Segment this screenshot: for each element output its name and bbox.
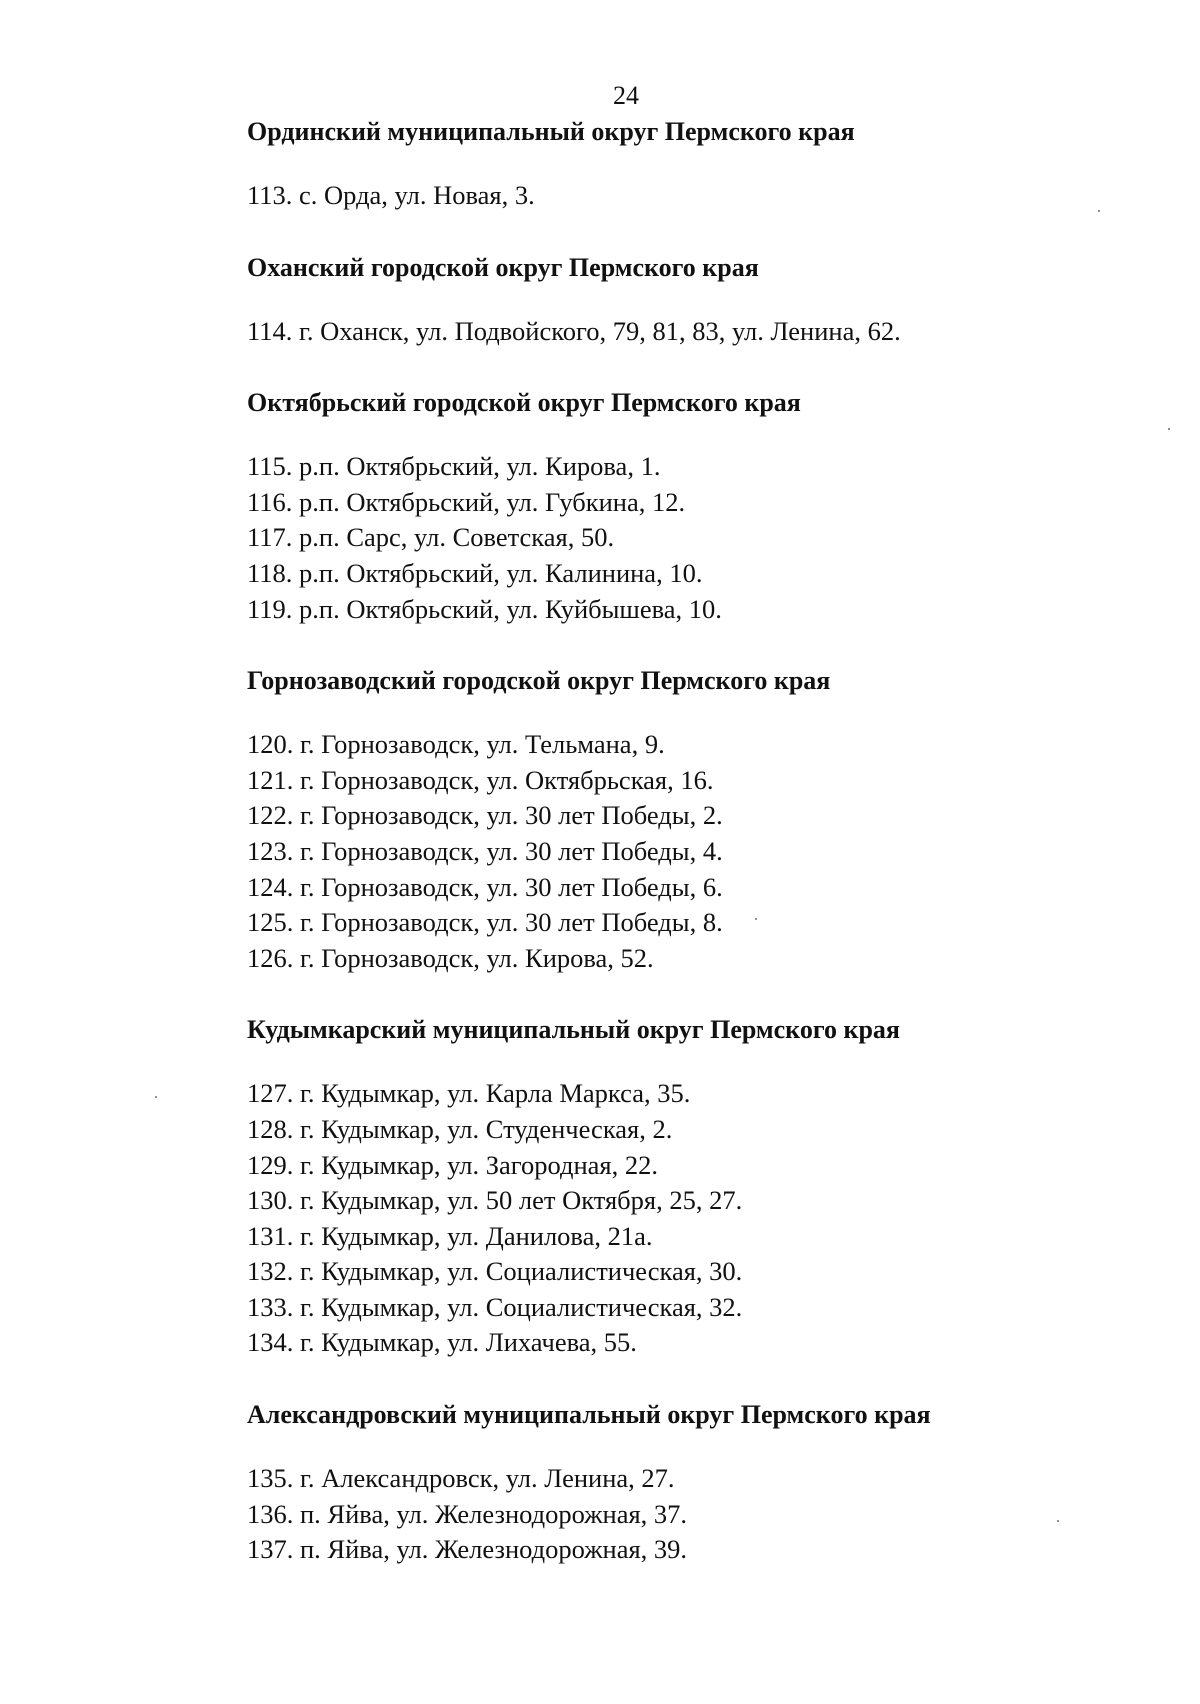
address-item: 120. г. Горнозаводск, ул. Тельмана, 9. (247, 729, 665, 760)
scan-speck (155, 1096, 157, 1098)
address-list (247, 1461, 1167, 1568)
address-item: 115. р.п. Октябрьский, ул. Кирова, 1. (247, 451, 661, 482)
section-ordinsky (247, 112, 1167, 214)
address-item: 137. п. Яйва, ул. Железнодорожная, 39. (247, 1534, 688, 1565)
address-item: 131. г. Кудымкар, ул. Данилова, 21а. (247, 1220, 653, 1251)
scan-speck (1098, 210, 1100, 212)
section-heading: Октябрьский городской округ Пермского края (247, 388, 801, 418)
scan-speck (755, 918, 757, 920)
address-item: 133. г. Кудымкар, ул. Социалистическая, 32. (247, 1291, 743, 1322)
address-item: 127. г. Кудымкар, ул. Карла Маркса, 35. (247, 1078, 691, 1109)
section-gornozavodsky (247, 661, 1167, 976)
address-item: 128. г. Кудымкар, ул. Студенческая, 2. (247, 1113, 673, 1144)
address-item: 129. г. Кудымкар, ул. Загородная, 22. (247, 1149, 658, 1180)
address-item: 125. г. Горнозаводск, ул. 30 лет Победы, 8. (247, 907, 723, 938)
address-item: 118. р.п. Октябрьский, ул. Калинина, 10. (247, 557, 703, 588)
section-okhansky (247, 248, 1167, 350)
address-list (247, 178, 1167, 214)
address-item: 135. г. Александровск, ул. Ленина, 27. (247, 1463, 675, 1494)
address-list (247, 727, 1167, 976)
address-item: 134. г. Кудымкар, ул. Лихачева, 55. (247, 1327, 637, 1358)
address-list (247, 449, 1167, 627)
page-number: 24 (613, 81, 639, 110)
address-item: 122. г. Горнозаводск, ул. 30 лет Победы, 2. (247, 800, 723, 831)
section-heading: Кудымкарский муниципальный округ Пермского края (247, 1015, 900, 1045)
address-list (247, 1076, 1167, 1361)
address-item: 130. г. Кудымкар, ул. 50 лет Октября, 25, 27. (247, 1185, 743, 1216)
section-oktyabrsky (247, 383, 1167, 627)
scan-speck (1168, 428, 1170, 430)
section-heading: Ординский муниципальный округ Пермского края (247, 117, 855, 146)
address-item: 136. п. Яйва, ул. Железнодорожная, 37. (247, 1498, 688, 1529)
address-item: 116. р.п. Октябрьский, ул. Губкина, 12. (247, 486, 686, 517)
address-item: 132. г. Кудымкар, ул. Социалистическая, 30. (247, 1256, 743, 1287)
section-heading: Горнозаводский городской округ Пермского края (247, 666, 831, 696)
address-item: 126. г. Горнозаводск, ул. Кирова, 52. (247, 942, 654, 973)
address-item: 124. г. Горнозаводск, ул. 30 лет Победы, 6. (247, 871, 723, 902)
address-item: 119. р.п. Октябрьский, ул. Куйбышева, 10. (247, 593, 722, 624)
section-heading: Оханский городской округ Пермского края (247, 252, 759, 282)
address-item: 121. г. Горнозаводск, ул. Октябрьская, 16. (247, 764, 714, 795)
section-aleksandrovsky (247, 1395, 1167, 1568)
section-heading: Александровский муниципальный округ Пермского края (247, 1400, 931, 1430)
section-kudymkarsky (247, 1010, 1167, 1361)
scan-speck (1057, 1520, 1059, 1522)
document-body (247, 112, 1167, 1602)
address-item: 113. с. Орда, ул. Новая, 3. (247, 180, 535, 210)
address-item: 114. г. Оханск, ул. Подвойского, 79, 81, 83, ул. Ленина, 62. (247, 315, 901, 346)
address-item: 123. г. Горнозаводск, ул. 30 лет Победы, 4. (247, 835, 723, 866)
address-item: 117. р.п. Сарс, ул. Советская, 50. (247, 522, 615, 553)
address-list (247, 314, 1167, 350)
